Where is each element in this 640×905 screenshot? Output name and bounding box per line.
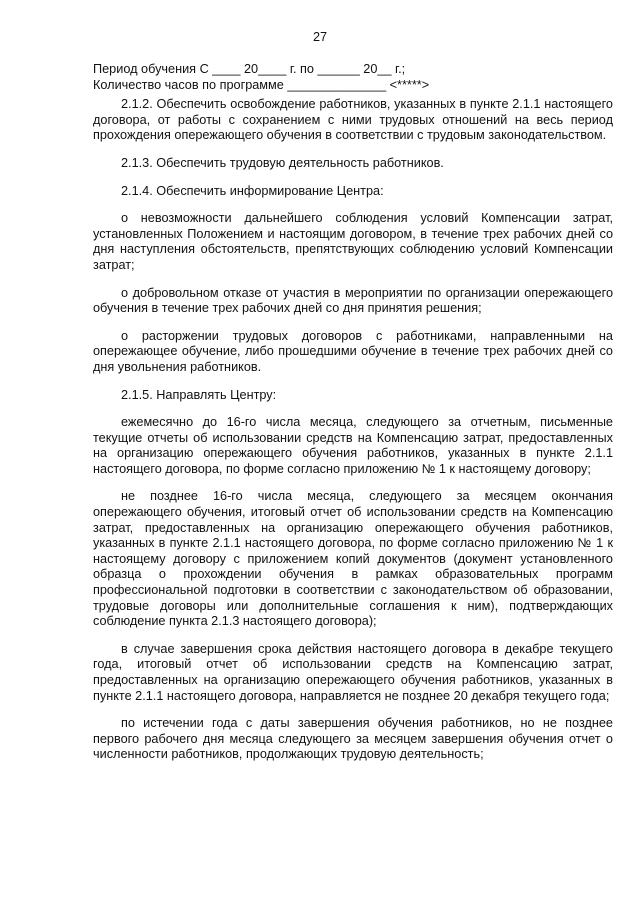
paragraph-monthly-reports: ежемесячно до 16-го числа месяца, следующего за отчетным, письменные текущие отчеты об использовании средств на Компенсацию затрат, предоставленных на организацию опережающего обучения работников, указанных в пункте 2.1.1 настоящего договора, по форме согласно приложению № 1 к настоящему договору; — [93, 415, 613, 476]
training-period-line: Период обучения С ____ 20____ г. по ______ 20__ г.; — [93, 62, 406, 76]
paragraph-2-1-4: 2.1.4. Обеспечить информирование Центра: — [121, 183, 384, 198]
paragraph-2-1-2: 2.1.2. Обеспечить освобождение работников, указанных в пункте 2.1.1 настоящего договора, от работы с сохранением с ними трудовых отношений на весь период прохождения опережающего обучения в соответствии с трудовым законодательством. — [93, 97, 613, 143]
paragraph-december-report: в случае завершения срока действия настоящего договора в декабре текущего года, итоговый отчет об использовании средств на Компенсацию затрат, предоставленных на организацию опережающего обучения работников, указанных в пункте 2.1.1 настоящего договора, направляется не позднее 20 декабря текущего года; — [93, 641, 613, 703]
paragraph-inform-refusal: о добровольном отказе от участия в мероприятии по организации опережающего обучения в течение трех рабочих дней со дня принятия решения; — [93, 285, 613, 316]
paragraph-inform-impossibility: о невозможности дальнейшего соблюдения условий Компенсации затрат, установленных Положением и настоящим договором, в течение трех рабочих дней со дня наступления обстоятельств, препятствующих соблюдению условий Компенсации затрат; — [93, 211, 613, 272]
paragraph-2-1-3: 2.1.3. Обеспечить трудовую деятельность работников. — [121, 155, 444, 170]
paragraph-final-report: не позднее 16-го числа месяца, следующего за месяцем окончания опережающего обучения, итоговый отчет об использовании средств на Компенсацию затрат, предоставленных на организацию опережающего обучения работников, указанных в пункте 2.1.1 настоящего договора, по форме согласно приложению № 1 к настоящему договору с приложением копий документов (документ установленного образца о прохождении обучения в рамках образовательных программ профессиональной подготовки в соответствии с законодательством об образовании, трудовые договоры или дополнительные соглашения к ним), подтверждающих соблюдение пункта 2.1.3 настоящего договора); — [93, 489, 613, 629]
page-number: 27 — [312, 30, 328, 44]
document-body — [93, 62, 613, 775]
paragraph-inform-termination: о расторжении трудовых договоров с работниками, направленными на опережающее обучение, либо прошедшими обучение в течение трех рабочих дней со дня увольнения работников. — [93, 328, 613, 374]
program-hours-line: Количество часов по программе ______________ <*****> — [93, 77, 430, 92]
paragraph-annual-headcount-report: по истечении года с даты завершения обучения работников, но не позднее первого рабочего дня месяца следующего за месяцем завершения обучения отчет о численности работников, продолжающих трудовую деятельность; — [93, 716, 613, 762]
paragraph-2-1-5: 2.1.5. Направлять Центру: — [121, 387, 277, 402]
